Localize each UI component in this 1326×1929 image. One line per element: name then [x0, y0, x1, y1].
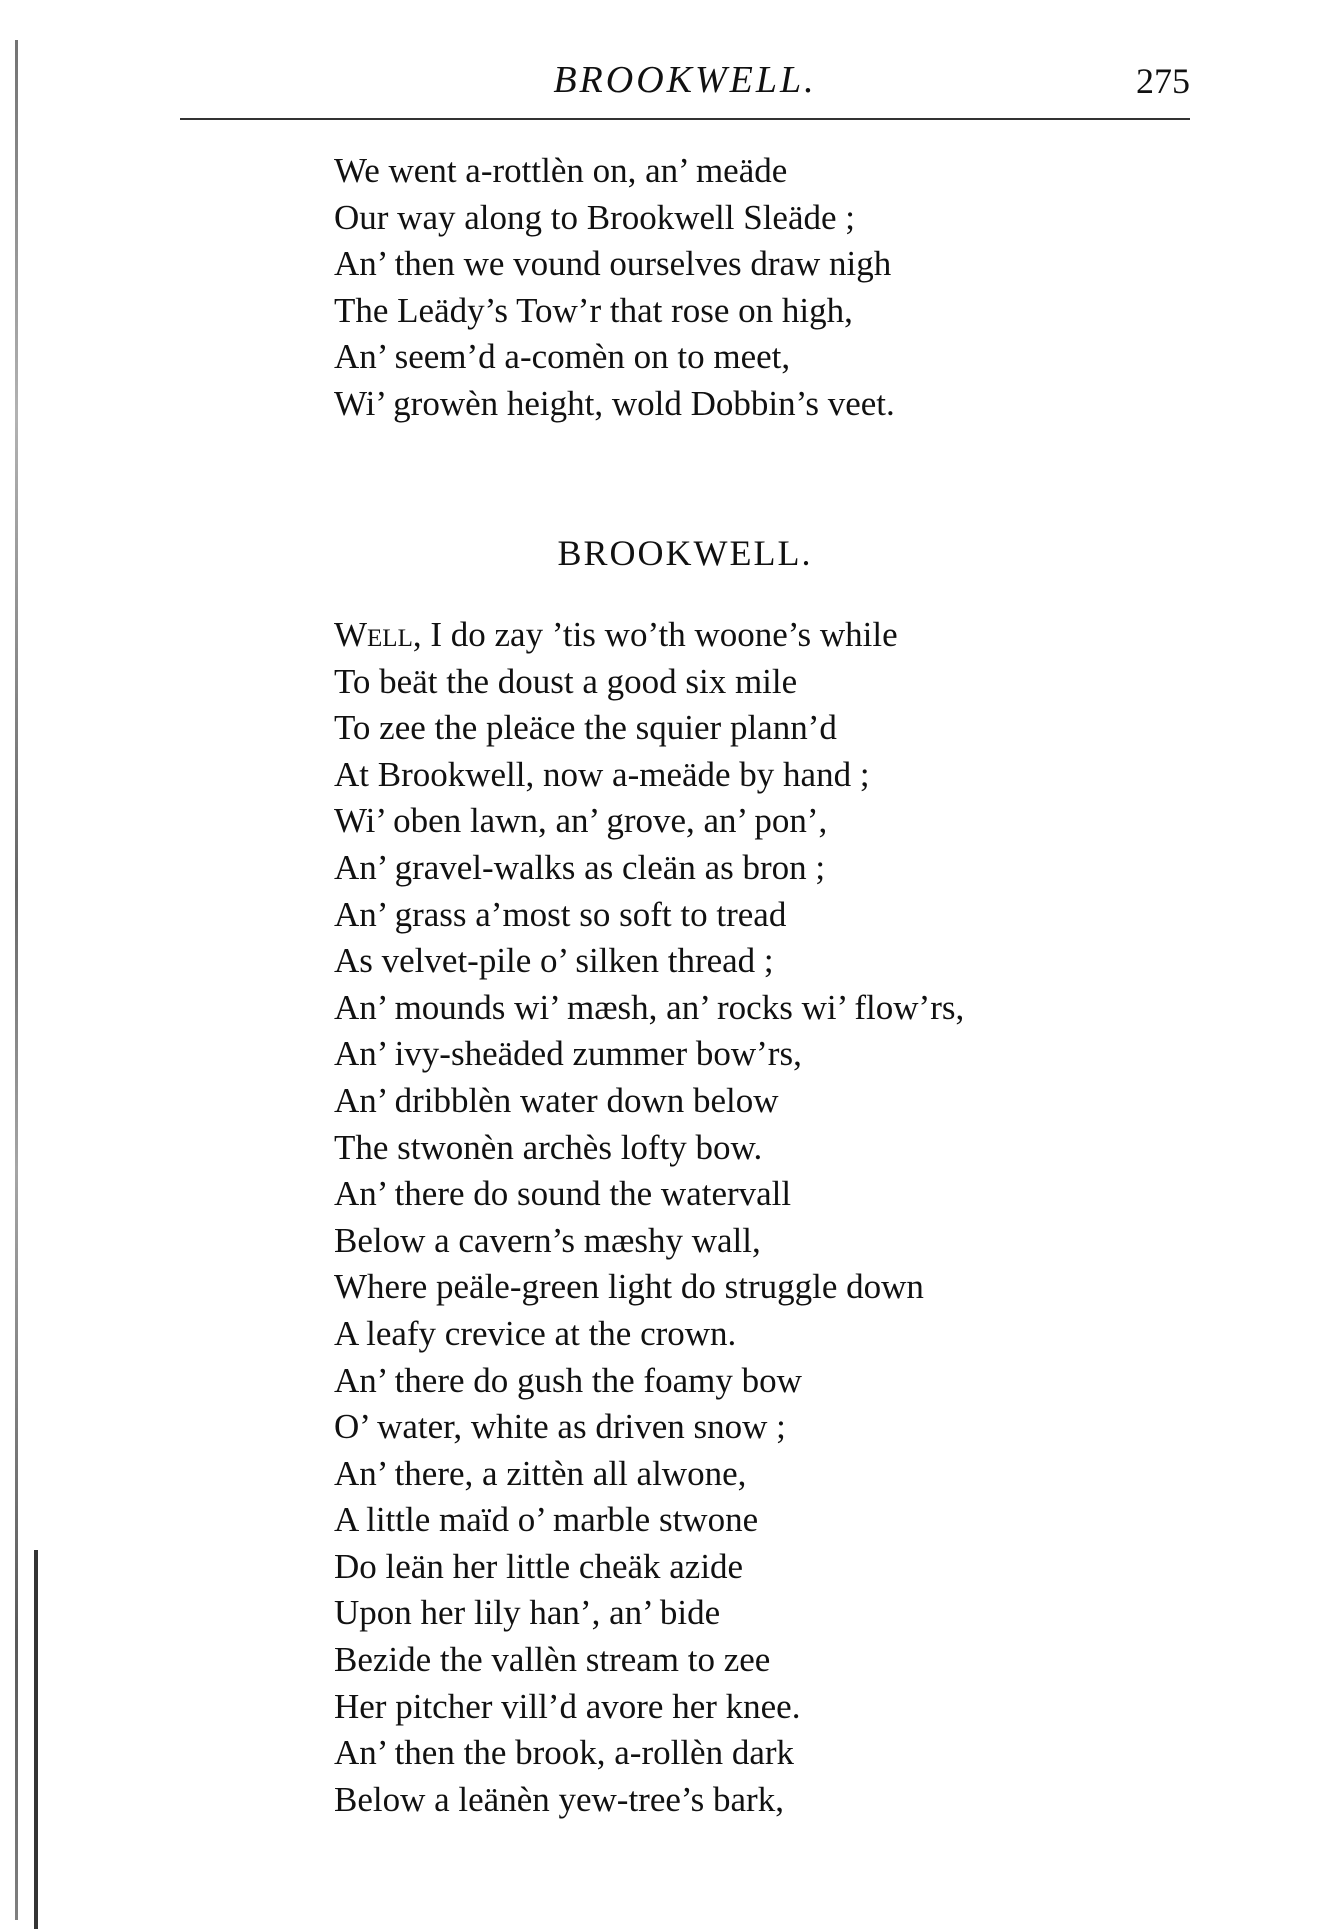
verse-line: To beät the doust a good six mile [334, 661, 798, 701]
verse-line: Our way along to Brookwell Sleäde ; [334, 197, 856, 237]
verse-line: Bezide the vallèn stream to zee [334, 1640, 771, 1680]
verse-line: Wi’ oben lawn, an’ grove, an’ pon’, [334, 801, 828, 841]
continued-stanza [334, 148, 895, 428]
verse-line: The stwonèn archès lofty bow. [334, 1127, 763, 1167]
verse-line: At Brookwell, now a-meäde by hand ; [334, 754, 870, 794]
page-number: 275 [1136, 61, 1190, 101]
verse-line: An’ then the brook, a-rollèn dark [334, 1733, 795, 1773]
verse-line: As velvet-pile o’ silken thread ; [334, 941, 774, 981]
verse-line: O’ water, white as driven snow ; [334, 1407, 786, 1447]
verse-line: An’ ivy-sheäded zummer bow’rs, [334, 1034, 802, 1074]
verse-line: An’ there do sound the watervall [334, 1174, 792, 1214]
verse-line: An’ then we vound ourselves draw nigh [334, 244, 892, 284]
verse-line: Wi’ growèn height, wold Dobbin’s veet. [334, 383, 895, 423]
verse-line: Upon her lily han’, an’ bide [334, 1593, 721, 1633]
verse-line: An’ seem’d a-comèn on to meet, [334, 337, 791, 377]
verse-line: Do leän her little cheäk azide [334, 1546, 744, 1586]
header-rule [180, 118, 1190, 120]
verse-line: A little maïd o’ marble stwone [334, 1500, 759, 1540]
first-line-rest: I do zay ’tis wo’th woone’s while [421, 615, 898, 654]
verse-line: To zee the pleäce the squier plann’d [334, 708, 837, 748]
verse-line: Her pitcher vill’d avore her knee. [334, 1686, 801, 1726]
verse-line: A leafy crevice at the crown. [334, 1313, 737, 1353]
verse-line-first [334, 612, 964, 659]
running-head [180, 58, 1190, 106]
verse-line: We went a-rottlèn on, an’ meäde [334, 151, 788, 190]
poem-body [334, 612, 964, 1823]
running-title: BROOKWELL. [553, 59, 817, 101]
poem-title: BROOKWELL. [557, 533, 813, 573]
verse-line: Below a cavern’s mæshy wall, [334, 1220, 761, 1260]
verse-line: An’ gravel-walks as cleän as bron ; [334, 847, 826, 887]
verse-line: Where peäle-green light do struggle down [334, 1267, 924, 1307]
verse-line: The Leädy’s Tow’r that rose on high, [334, 290, 853, 330]
verse-line: An’ there do gush the foamy bow [334, 1360, 802, 1400]
verse-line: Below a leänèn yew-tree’s bark, [334, 1779, 784, 1819]
verse-line: An’ there, a zittèn all alwone, [334, 1453, 747, 1493]
verse-line: An’ dribblèn water down below [334, 1080, 779, 1120]
verse-line: An’ mounds wi’ mæsh, an’ rocks wi’ flow’rs, [334, 987, 965, 1027]
binding-edge-shadow [15, 40, 18, 1920]
verse-line: An’ grass a’most so soft to tread [334, 894, 787, 934]
first-word: Well, [334, 615, 422, 654]
binding-edge-dark [34, 1550, 38, 1929]
